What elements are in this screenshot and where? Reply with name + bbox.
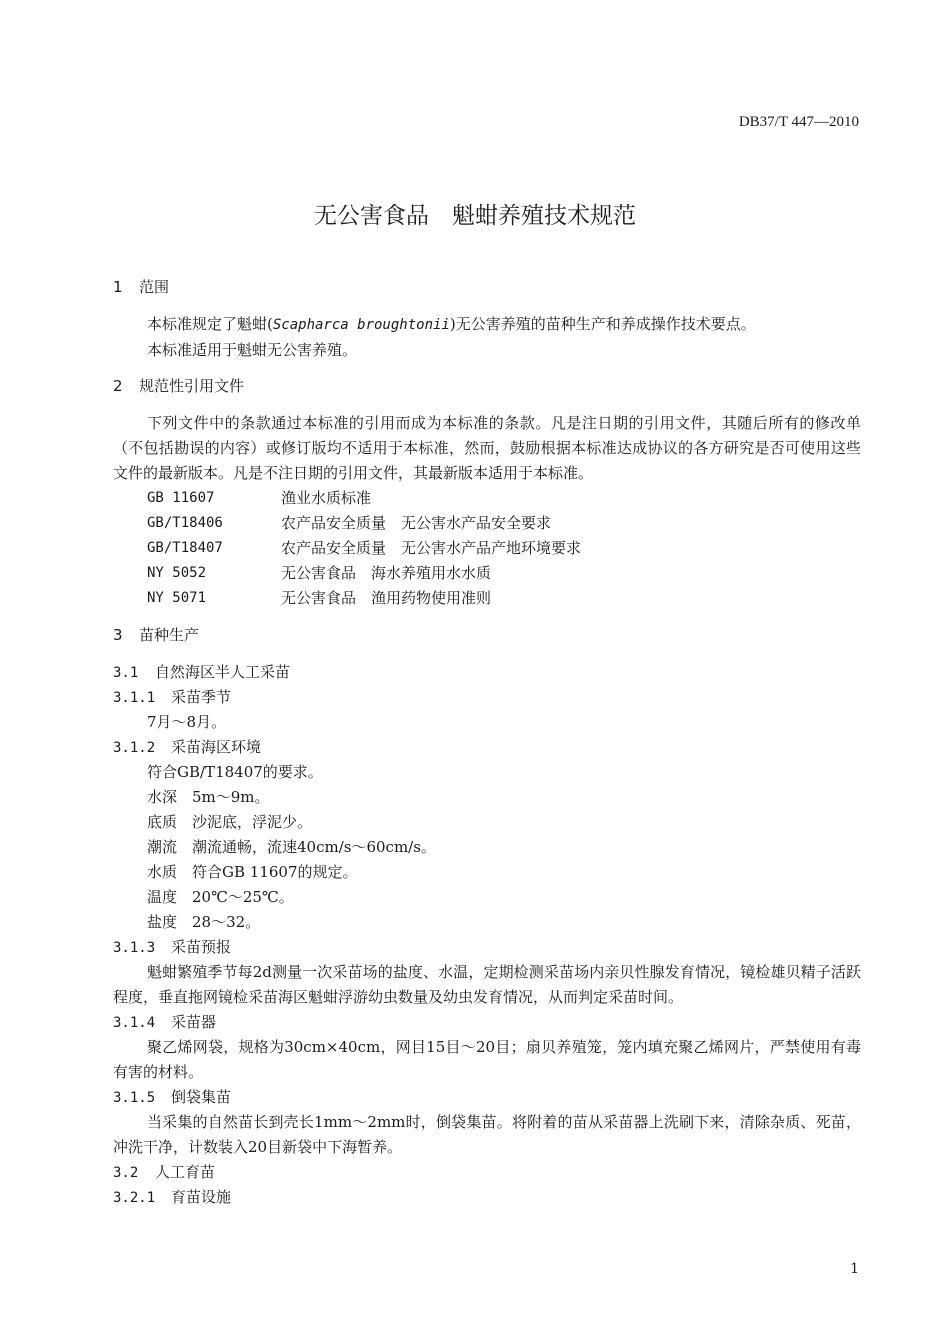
collector-paragraph: 聚乙烯网袋，规格为30cm×40cm，网目15目～20目；扇贝养殖笼，笼内填充聚乙烯网片，严禁使用有毒有害的材料。 <box>113 1038 861 1081</box>
section-title: 规范性引用文件 <box>139 377 245 395</box>
subsection-3-1-heading <box>113 660 861 685</box>
subsection-3-1-3-heading <box>113 935 861 960</box>
subsection-3-1-4-heading <box>113 1010 861 1035</box>
applicability-paragraph: 本标准适用于魁蚶无公害养殖。 <box>147 341 358 359</box>
reference-row <box>113 561 861 586</box>
subsection-number: 3.1.5 <box>113 1090 156 1106</box>
reference-row <box>113 511 861 536</box>
latin-name: Scapharca broughtonii <box>272 317 450 333</box>
environment-line: 水深 5m～9m。 <box>147 788 270 806</box>
section-2-body <box>113 411 861 611</box>
scope-text-b: )无公害养殖的苗种生产和养成操作技术要点。 <box>449 315 756 333</box>
environment-line: 温度 20℃～25℃。 <box>147 888 294 906</box>
page-number: 1 <box>850 1261 859 1277</box>
sampling-season-text: 7月～8月。 <box>147 713 227 731</box>
subsection-title: 采苗海区环境 <box>171 738 262 756</box>
reference-row <box>113 486 861 511</box>
section-title: 苗种生产 <box>139 626 200 644</box>
reference-name: 农产品安全质量 无公害水产品安全要求 <box>281 514 552 532</box>
subsection-number: 3.2 <box>113 1165 139 1181</box>
reference-code: GB/T18406 <box>147 515 223 531</box>
reference-code: GB/T18407 <box>147 540 223 556</box>
section-number: 2 <box>113 377 123 395</box>
subsection-number: 3.1.3 <box>113 940 156 956</box>
subsection-title: 育苗设施 <box>171 1188 232 1206</box>
subsection-title: 自然海区半人工采苗 <box>155 663 291 681</box>
subsection-number: 3.2.1 <box>113 1190 156 1206</box>
reference-name: 无公害食品 渔用药物使用准则 <box>281 589 492 607</box>
environment-line: 底质 沙泥底，浮泥少。 <box>147 813 313 831</box>
section-3-body <box>113 660 861 1210</box>
section-number: 3 <box>113 626 123 644</box>
reference-row <box>113 536 861 561</box>
bag-collection-paragraph: 当采集的自然苗长到壳长1mm～2mm时，倒袋集苗。将附着的苗从采苗器上洗刷下来，清除杂质、死苗，冲洗干净，计数装入20目新袋中下海暂养。 <box>113 1113 861 1156</box>
reference-name: 渔业水质标准 <box>281 489 372 507</box>
section-1-heading <box>113 275 861 300</box>
subsection-3-1-5-heading <box>113 1085 861 1110</box>
environment-line: 潮流 潮流通畅，流速40cm/s～60cm/s。 <box>147 838 436 856</box>
section-number: 1 <box>113 278 123 296</box>
subsection-3-1-2-heading <box>113 735 861 760</box>
reference-code: GB 11607 <box>147 490 215 506</box>
subsection-number: 3.1 <box>113 665 139 681</box>
reference-name: 无公害食品 海水养殖用水水质 <box>281 564 492 582</box>
subsection-title: 采苗预报 <box>171 938 232 956</box>
subsection-3-2-heading <box>113 1160 861 1185</box>
document-code: DB37/T 447—2010 <box>738 114 859 130</box>
section-3-heading <box>113 623 861 648</box>
reference-code: NY 5071 <box>147 590 207 606</box>
environment-line: 符合GB/T18407的要求。 <box>147 763 323 781</box>
subsection-title: 采苗季节 <box>171 688 232 706</box>
normative-paragraph: 下列文件中的条款通过本标准的引用而成为本标准的条款。凡是注日期的引用文件，其随后所有的修改单（不包括勘误的内容）或修订版均不适用于本标准，然而，鼓励根据本标准达成协议的各方研究是否可使用这些文件的最新版本。凡是不注日期的引用文件，其最新版本适用于本标准。 <box>113 414 861 482</box>
subsection-3-1-1-heading <box>113 685 861 710</box>
reference-name: 农产品安全质量 无公害水产品产地环境要求 <box>281 539 582 557</box>
reference-row <box>113 586 861 611</box>
subsection-title: 人工育苗 <box>155 1163 216 1181</box>
forecast-paragraph: 魁蚶繁殖季节每2d测量一次采苗场的盐度、水温，定期检测采苗场内亲贝性腺发育情况，镜检雄贝精子活跃程度，垂直拖网镜检采苗海区魁蚶浮游幼虫数量及幼虫发育情况，从而判定采苗时间。 <box>113 963 861 1006</box>
section-2-heading <box>113 374 861 399</box>
subsection-number: 3.1.4 <box>113 1015 156 1031</box>
document-title: 无公害食品 魁蚶养殖技术规范 <box>314 203 636 229</box>
subsection-number: 3.1.1 <box>113 690 156 706</box>
subsection-title: 倒袋集苗 <box>171 1088 232 1106</box>
section-title: 范围 <box>139 278 170 296</box>
scope-text-a: 本标准规定了魁蚶( <box>147 315 273 333</box>
reference-code: NY 5052 <box>147 565 207 581</box>
scope-paragraph <box>113 312 861 338</box>
section-1-body <box>113 312 861 363</box>
subsection-title: 采苗器 <box>171 1013 217 1031</box>
environment-line: 水质 符合GB 11607的规定。 <box>147 863 358 881</box>
subsection-3-2-1-heading <box>113 1185 861 1210</box>
environment-line: 盐度 28～32。 <box>147 913 261 931</box>
subsection-number: 3.1.2 <box>113 740 156 756</box>
